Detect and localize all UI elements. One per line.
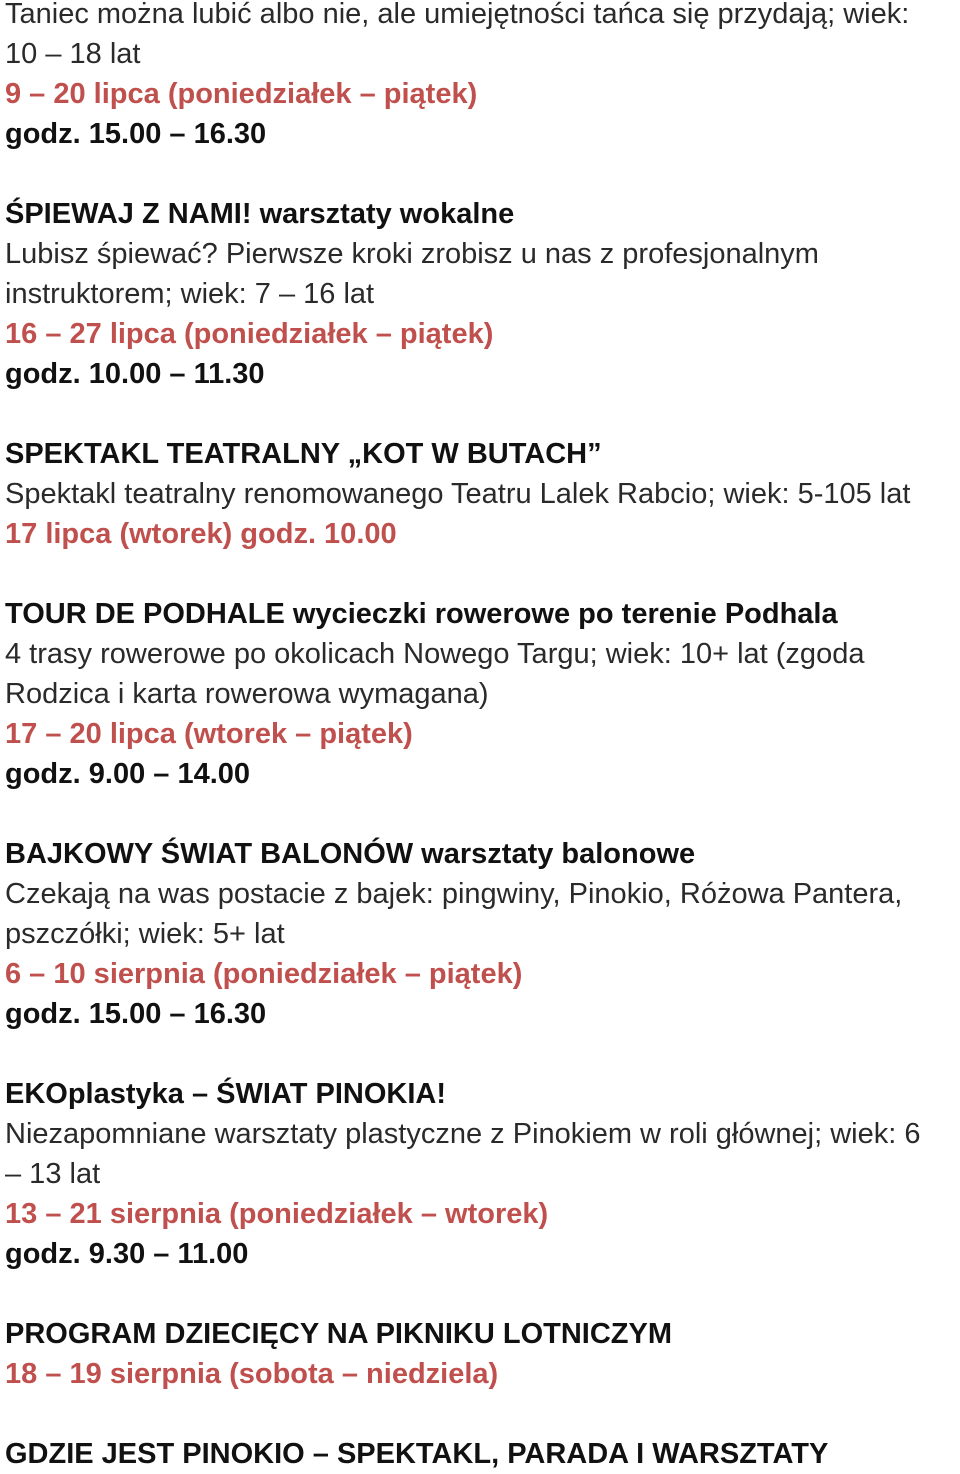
spacer bbox=[5, 1274, 960, 1314]
spacer bbox=[5, 1394, 960, 1434]
event-entry-pinocchio-show bbox=[5, 1434, 960, 1474]
event-date: 13 – 21 sierpnia (poniedziałek – wtorek) bbox=[5, 1198, 549, 1230]
event-title: GDZIE JEST PINOKIO – SPEKTAKL, PARADA I WARSZTATY bbox=[5, 1438, 829, 1470]
event-description: – 13 lat bbox=[5, 1158, 101, 1190]
event-time: godz. 10.00 – 11.30 bbox=[5, 358, 265, 390]
event-time: godz. 15.00 – 16.30 bbox=[5, 998, 267, 1030]
event-description: pszczółki; wiek: 5+ lat bbox=[5, 918, 285, 950]
event-date: 18 – 19 sierpnia (sobota – niedziela) bbox=[5, 1358, 499, 1390]
event-description: Lubisz śpiewać? Pierwsze kroki zrobisz u nas z profesjonalnym bbox=[5, 238, 819, 270]
event-entry-cycling bbox=[5, 594, 960, 794]
event-description: Czekają na was postacie z bajek: pingwiny, Pinokio, Różowa Pantera, bbox=[5, 878, 903, 910]
event-date: 17 lipca (wtorek) godz. 10.00 bbox=[5, 518, 397, 550]
event-time: godz. 15.00 – 16.30 bbox=[5, 118, 267, 150]
event-description: Niezapomniane warsztaty plastyczne z Pinokiem w roli głównej; wiek: 6 bbox=[5, 1118, 921, 1150]
spacer bbox=[5, 1034, 960, 1074]
event-entry-balloons bbox=[5, 834, 960, 1034]
spacer bbox=[5, 394, 960, 434]
event-date: 16 – 27 lipca (poniedziałek – piątek) bbox=[5, 318, 494, 350]
event-title: SPEKTAKL TEATRALNY „KOT W BUTACH” bbox=[5, 438, 602, 470]
event-title: ŚPIEWAJ Z NAMI! warsztaty wokalne bbox=[5, 198, 515, 230]
spacer bbox=[5, 554, 960, 594]
event-title: TOUR DE PODHALE wycieczki rowerowe po terenie Podhala bbox=[5, 598, 838, 630]
event-description: Taniec można lubić albo nie, ale umiejętności tańca się przydają; wiek: bbox=[5, 0, 910, 30]
event-description: Spektakl teatralny renomowanego Teatru Lalek Rabcio; wiek: 5-105 lat bbox=[5, 478, 911, 510]
event-time: godz. 9.30 – 11.00 bbox=[5, 1238, 249, 1270]
event-description: Rodzica i karta rowerowa wymagana) bbox=[5, 678, 489, 710]
event-entry-singing bbox=[5, 194, 960, 394]
event-date: 6 – 10 sierpnia (poniedziałek – piątek) bbox=[5, 958, 523, 990]
event-entry-dance bbox=[5, 0, 960, 154]
event-description: 10 – 18 lat bbox=[5, 38, 141, 70]
event-entry-eco-art bbox=[5, 1074, 960, 1274]
spacer bbox=[5, 154, 960, 194]
event-entry-air-picnic bbox=[5, 1314, 960, 1394]
event-title: BAJKOWY ŚWIAT BALONÓW warsztaty balonowe bbox=[5, 838, 696, 870]
event-description: instruktorem; wiek: 7 – 16 lat bbox=[5, 278, 375, 310]
event-entry-theatre bbox=[5, 434, 960, 554]
spacer bbox=[5, 794, 960, 834]
event-time: godz. 9.00 – 14.00 bbox=[5, 758, 251, 790]
event-date: 17 – 20 lipca (wtorek – piątek) bbox=[5, 718, 413, 750]
event-title: PROGRAM DZIECIĘCY NA PIKNIKU LOTNICZYM bbox=[5, 1318, 673, 1350]
event-title: EKOplastyka – ŚWIAT PINOKIA! bbox=[5, 1078, 446, 1110]
event-description: 4 trasy rowerowe po okolicach Nowego Targu; wiek: 10+ lat (zgoda bbox=[5, 638, 865, 670]
event-date: 9 – 20 lipca (poniedziałek – piątek) bbox=[5, 78, 478, 110]
